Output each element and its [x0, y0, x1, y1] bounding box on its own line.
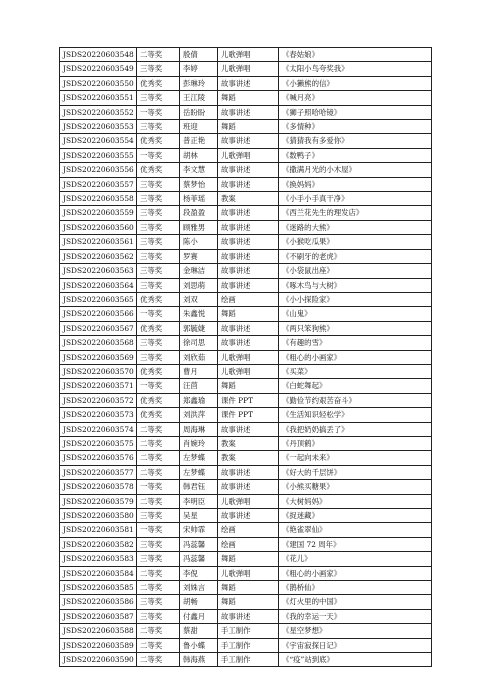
table-row	[60, 408, 432, 422]
category-cell: 舞蹈	[218, 91, 279, 105]
table-row	[60, 278, 432, 292]
award-level-cell: 二等奖	[137, 436, 180, 450]
award-level-cell: 优秀奖	[137, 364, 180, 378]
category-cell: 故事讲述	[218, 264, 279, 278]
table-row	[60, 523, 432, 537]
entry-id-cell: JSDS20220603584	[60, 566, 137, 580]
award-level-cell: 二等奖	[137, 451, 180, 465]
participant-name-cell: 李明臣	[180, 494, 218, 508]
participant-name-cell: 胡林	[180, 148, 218, 162]
category-cell: 故事讲述	[218, 336, 279, 350]
entry-id-cell: JSDS20220603586	[60, 595, 137, 609]
work-title-cell: 《西兰花先生的理发店》	[279, 206, 432, 220]
category-cell: 故事讲述	[218, 220, 279, 234]
participant-name-cell: 左梦蝶	[180, 465, 218, 479]
participant-name-cell: 朱鑫悦	[180, 307, 218, 321]
participant-name-cell: 曹月	[180, 364, 218, 378]
participant-name-cell: 李倪	[180, 566, 218, 580]
category-cell: 儿歌弹唱	[218, 494, 279, 508]
work-title-cell: 《丹顶鹤》	[279, 436, 432, 450]
award-level-cell: 二等奖	[137, 624, 180, 638]
participant-name-cell: 鲁小蝶	[180, 638, 218, 652]
award-level-cell: 优秀奖	[137, 134, 180, 148]
award-level-cell: 优秀奖	[137, 163, 180, 177]
participant-name-cell: 吴星	[180, 509, 218, 523]
work-title-cell: 《我把奶奶搞丢了》	[279, 422, 432, 436]
award-level-cell: 三等奖	[137, 609, 180, 623]
participant-name-cell: 王江陵	[180, 91, 218, 105]
award-level-cell: 一等奖	[137, 523, 180, 537]
award-level-cell: 二等奖	[137, 48, 180, 62]
entry-id-cell: JSDS20220603570	[60, 364, 137, 378]
work-title-cell: 《山鬼》	[279, 307, 432, 321]
work-title-cell: 《有趣的雪》	[279, 336, 432, 350]
category-cell: 手工制作	[218, 653, 279, 667]
category-cell: 故事讲述	[218, 480, 279, 494]
entry-id-cell: JSDS20220603563	[60, 264, 137, 278]
participant-name-cell: 彭琳玲	[180, 76, 218, 90]
award-level-cell: 三等奖	[137, 595, 180, 609]
work-title-cell: 《建国 72 周年》	[279, 537, 432, 551]
work-title-cell: 《啄木鸟与大树》	[279, 278, 432, 292]
work-title-cell: 《生活知识轻松学》	[279, 408, 432, 422]
award-level-cell: 三等奖	[137, 249, 180, 263]
table-row	[60, 595, 432, 609]
work-title-cell: 《小袋鼠出座》	[279, 264, 432, 278]
table-row	[60, 480, 432, 494]
work-title-cell: 《两只笨狗熊》	[279, 321, 432, 335]
participant-name-cell: 刘思萌	[180, 278, 218, 292]
category-cell: 舞蹈	[218, 552, 279, 566]
table-row	[60, 120, 432, 134]
work-title-cell: 《一起向未来》	[279, 451, 432, 465]
table-row	[60, 48, 432, 62]
work-title-cell: 《猜猜我有多爱你》	[279, 134, 432, 148]
work-title-cell: 《数鸭子》	[279, 148, 432, 162]
table-row	[60, 465, 432, 479]
participant-name-cell: 周海琳	[180, 422, 218, 436]
award-level-cell: 一等奖	[137, 148, 180, 162]
award-level-cell: 一等奖	[137, 480, 180, 494]
entry-id-cell: JSDS20220603590	[60, 653, 137, 667]
awards-table	[59, 47, 432, 667]
category-cell: 舞蹈	[218, 595, 279, 609]
participant-name-cell: 普正艳	[180, 134, 218, 148]
table-row	[60, 148, 432, 162]
category-cell: 舞蹈	[218, 307, 279, 321]
participant-name-cell: 胡畅	[180, 595, 218, 609]
entry-id-cell: JSDS20220603580	[60, 509, 137, 523]
category-cell: 故事讲述	[218, 249, 279, 263]
category-cell: 故事讲述	[218, 509, 279, 523]
table-row	[60, 436, 432, 450]
award-level-cell: 三等奖	[137, 336, 180, 350]
participant-name-cell: 岳盼盼	[180, 105, 218, 119]
participant-name-cell: 蔡甜	[180, 624, 218, 638]
participant-name-cell: 付鑫月	[180, 609, 218, 623]
work-title-cell: 《小獭熊的信》	[279, 76, 432, 90]
entry-id-cell: JSDS20220603564	[60, 278, 137, 292]
table-row	[60, 177, 432, 191]
work-title-cell: 《撒满月光的小木屋》	[279, 163, 432, 177]
entry-id-cell: JSDS20220603555	[60, 148, 137, 162]
table-row	[60, 264, 432, 278]
award-level-cell: 三等奖	[137, 62, 180, 76]
category-cell: 儿歌弹唱	[218, 48, 279, 62]
category-cell: 舞蹈	[218, 120, 279, 134]
table-row	[60, 422, 432, 436]
table-row	[60, 624, 432, 638]
category-cell: 故事讲述	[218, 321, 279, 335]
award-level-cell: 三等奖	[137, 177, 180, 191]
award-level-cell: 三等奖	[137, 120, 180, 134]
category-cell: 教案	[218, 192, 279, 206]
award-level-cell: 优秀奖	[137, 76, 180, 90]
award-level-cell: 三等奖	[137, 278, 180, 292]
participant-name-cell: 韩海燕	[180, 653, 218, 667]
category-cell: 故事讲述	[218, 76, 279, 90]
table-row	[60, 292, 432, 306]
table-row	[60, 91, 432, 105]
table-row	[60, 494, 432, 508]
work-title-cell: 《灯火里的中国》	[279, 595, 432, 609]
table-row	[60, 76, 432, 90]
participant-name-cell: 刘姝言	[180, 581, 218, 595]
award-level-cell: 三等奖	[137, 509, 180, 523]
award-level-cell: 二等奖	[137, 465, 180, 479]
table-row	[60, 451, 432, 465]
category-cell: 儿歌弹唱	[218, 350, 279, 364]
work-title-cell: 《大树妈妈》	[279, 494, 432, 508]
table-row	[60, 206, 432, 220]
table-row	[60, 192, 432, 206]
category-cell: 故事讲述	[218, 177, 279, 191]
entry-id-cell: JSDS20220603557	[60, 177, 137, 191]
participant-name-cell: 李婷	[180, 62, 218, 76]
category-cell: 故事讲述	[218, 609, 279, 623]
entry-id-cell: JSDS20220603556	[60, 163, 137, 177]
category-cell: 故事讲述	[218, 105, 279, 119]
entry-id-cell: JSDS20220603585	[60, 581, 137, 595]
work-title-cell: 《粗心的小画家》	[279, 566, 432, 580]
work-title-cell: 《小小探险家》	[279, 292, 432, 306]
participant-name-cell: 段盈盈	[180, 206, 218, 220]
entry-id-cell: JSDS20220603581	[60, 523, 137, 537]
participant-name-cell: 郑鑫瑜	[180, 393, 218, 407]
award-level-cell: 一等奖	[137, 379, 180, 393]
category-cell: 舞蹈	[218, 581, 279, 595]
participant-name-cell: 韩君钰	[180, 480, 218, 494]
category-cell: 舞蹈	[218, 379, 279, 393]
entry-id-cell: JSDS20220603558	[60, 192, 137, 206]
award-level-cell: 三等奖	[137, 192, 180, 206]
entry-id-cell: JSDS20220603568	[60, 336, 137, 350]
work-title-cell: 《春姑娘》	[279, 48, 432, 62]
participant-name-cell: 宋帅霏	[180, 523, 218, 537]
entry-id-cell: JSDS20220603587	[60, 609, 137, 623]
award-level-cell: 三等奖	[137, 235, 180, 249]
work-title-cell: 《“疫”站到底》	[279, 653, 432, 667]
work-title-cell: 《宇宙寂探日记》	[279, 638, 432, 652]
category-cell: 故事讲述	[218, 278, 279, 292]
work-title-cell: 《迷路的大熊》	[279, 220, 432, 234]
category-cell: 儿歌弹唱	[218, 148, 279, 162]
category-cell: 故事讲述	[218, 465, 279, 479]
entry-id-cell: JSDS20220603573	[60, 408, 137, 422]
category-cell: 儿歌弹唱	[218, 62, 279, 76]
award-level-cell: 二等奖	[137, 638, 180, 652]
table-row	[60, 609, 432, 623]
table-row	[60, 379, 432, 393]
participant-name-cell: 冯蕊馨	[180, 537, 218, 551]
entry-id-cell: JSDS20220603578	[60, 480, 137, 494]
category-cell: 绘画	[218, 292, 279, 306]
participant-name-cell: 徐司思	[180, 336, 218, 350]
participant-name-cell: 罗赛	[180, 249, 218, 263]
participant-name-cell: 刘双	[180, 292, 218, 306]
entry-id-cell: JSDS20220603565	[60, 292, 137, 306]
entry-id-cell: JSDS20220603551	[60, 91, 137, 105]
participant-name-cell: 顾雅男	[180, 220, 218, 234]
table-row	[60, 393, 432, 407]
entry-id-cell: JSDS20220603583	[60, 552, 137, 566]
category-cell: 故事讲述	[218, 206, 279, 220]
entry-id-cell: JSDS20220603572	[60, 393, 137, 407]
award-level-cell: 三等奖	[137, 552, 180, 566]
award-level-cell: 二等奖	[137, 566, 180, 580]
entry-id-cell: JSDS20220603571	[60, 379, 137, 393]
award-level-cell: 三等奖	[137, 537, 180, 551]
participant-name-cell: 汪茴	[180, 379, 218, 393]
work-title-cell: 《花儿》	[279, 552, 432, 566]
category-cell: 教案	[218, 451, 279, 465]
award-level-cell: 一等奖	[137, 307, 180, 321]
table-row	[60, 105, 432, 119]
work-title-cell: 《捉迷藏》	[279, 509, 432, 523]
table-row	[60, 537, 432, 551]
award-level-cell: 二等奖	[137, 581, 180, 595]
entry-id-cell: JSDS20220603589	[60, 638, 137, 652]
work-title-cell: 《小猴吃瓜果》	[279, 235, 432, 249]
work-title-cell: 《星空梦想》	[279, 624, 432, 638]
table-row	[60, 62, 432, 76]
work-title-cell: 《我的幸运一天》	[279, 609, 432, 623]
award-level-cell: 三等奖	[137, 350, 180, 364]
participant-name-cell: 金琳洁	[180, 264, 218, 278]
participant-name-cell: 冯蕊馨	[180, 552, 218, 566]
table-row	[60, 552, 432, 566]
award-level-cell: 优秀奖	[137, 408, 180, 422]
entry-id-cell: JSDS20220603554	[60, 134, 137, 148]
entry-id-cell: JSDS20220603577	[60, 465, 137, 479]
entry-id-cell: JSDS20220603559	[60, 206, 137, 220]
work-title-cell: 《多情种》	[279, 120, 432, 134]
entry-id-cell: JSDS20220603566	[60, 307, 137, 321]
participant-name-cell: 班迎	[180, 120, 218, 134]
work-title-cell: 《换妈妈》	[279, 177, 432, 191]
entry-id-cell: JSDS20220603569	[60, 350, 137, 364]
entry-id-cell: JSDS20220603553	[60, 120, 137, 134]
work-title-cell: 《喊月亮》	[279, 91, 432, 105]
entry-id-cell: JSDS20220603548	[60, 48, 137, 62]
work-title-cell: 《白蛇舞起》	[279, 379, 432, 393]
work-title-cell: 《小手小手真干净》	[279, 192, 432, 206]
participant-name-cell: 左梦蝶	[180, 451, 218, 465]
category-cell: 儿歌弹唱	[218, 566, 279, 580]
participant-name-cell: 刘欣茹	[180, 350, 218, 364]
entry-id-cell: JSDS20220603550	[60, 76, 137, 90]
category-cell: 课件 PPT	[218, 408, 279, 422]
participant-name-cell: 陈小	[180, 235, 218, 249]
entry-id-cell: JSDS20220603582	[60, 537, 137, 551]
participant-name-cell: 殷倩	[180, 48, 218, 62]
participant-name-cell: 肖婉玲	[180, 436, 218, 450]
work-title-cell: 《勤俭节约艰苦奋斗》	[279, 393, 432, 407]
work-title-cell: 《太阳小鸟夸奖我》	[279, 62, 432, 76]
category-cell: 课件 PPT	[218, 393, 279, 407]
participant-name-cell: 刘洪萍	[180, 408, 218, 422]
table-row	[60, 235, 432, 249]
award-level-cell: 二等奖	[137, 653, 180, 667]
work-title-cell: 《小熊买糖果》	[279, 480, 432, 494]
table-row	[60, 566, 432, 580]
table-row	[60, 638, 432, 652]
entry-id-cell: JSDS20220603562	[60, 249, 137, 263]
category-cell: 故事讲述	[218, 422, 279, 436]
award-level-cell: 三等奖	[137, 264, 180, 278]
table-row	[60, 336, 432, 350]
table-row	[60, 249, 432, 263]
award-level-cell: 三等奖	[137, 220, 180, 234]
category-cell: 教案	[218, 436, 279, 450]
table-row	[60, 653, 432, 667]
participant-name-cell: 李文慧	[180, 163, 218, 177]
award-level-cell: 三等奖	[137, 206, 180, 220]
entry-id-cell: JSDS20220603560	[60, 220, 137, 234]
table-row	[60, 350, 432, 364]
participant-name-cell: 杨菲瑶	[180, 192, 218, 206]
awards-table-body	[60, 48, 432, 667]
category-cell: 故事讲述	[218, 134, 279, 148]
table-row	[60, 163, 432, 177]
table-row	[60, 220, 432, 234]
category-cell: 儿歌弹唱	[218, 364, 279, 378]
entry-id-cell: JSDS20220603549	[60, 62, 137, 76]
table-row	[60, 134, 432, 148]
award-level-cell: 优秀奖	[137, 393, 180, 407]
work-title-cell: 《狮子照哈哈镜》	[279, 105, 432, 119]
table-row	[60, 509, 432, 523]
work-title-cell: 《粗心的小画家》	[279, 350, 432, 364]
award-level-cell: 三等奖	[137, 91, 180, 105]
table-row	[60, 581, 432, 595]
entry-id-cell: JSDS20220603552	[60, 105, 137, 119]
work-title-cell: 《买菜》	[279, 364, 432, 378]
table-row	[60, 321, 432, 335]
award-level-cell: 二等奖	[137, 422, 180, 436]
table-row	[60, 364, 432, 378]
category-cell: 故事讲述	[218, 163, 279, 177]
award-level-cell: 优秀奖	[137, 292, 180, 306]
award-level-cell: 二等奖	[137, 494, 180, 508]
entry-id-cell: JSDS20220603579	[60, 494, 137, 508]
work-title-cell: 《不刷牙的老虎》	[279, 249, 432, 263]
award-level-cell: 优秀奖	[137, 321, 180, 335]
participant-name-cell: 郭毓婕	[180, 321, 218, 335]
award-level-cell: 一等奖	[137, 105, 180, 119]
participant-name-cell: 蔡梦怡	[180, 177, 218, 191]
work-title-cell: 《鹊桥仙》	[279, 581, 432, 595]
entry-id-cell: JSDS20220603574	[60, 422, 137, 436]
category-cell: 故事讲述	[218, 235, 279, 249]
entry-id-cell: JSDS20220603588	[60, 624, 137, 638]
entry-id-cell: JSDS20220603561	[60, 235, 137, 249]
entry-id-cell: JSDS20220603576	[60, 451, 137, 465]
category-cell: 手工制作	[218, 638, 279, 652]
table-row	[60, 307, 432, 321]
work-title-cell: 《艳雀翠仙》	[279, 523, 432, 537]
entry-id-cell: JSDS20220603575	[60, 436, 137, 450]
category-cell: 手工制作	[218, 624, 279, 638]
category-cell: 绘画	[218, 523, 279, 537]
entry-id-cell: JSDS20220603567	[60, 321, 137, 335]
category-cell: 绘画	[218, 537, 279, 551]
work-title-cell: 《好大的千层饼》	[279, 465, 432, 479]
